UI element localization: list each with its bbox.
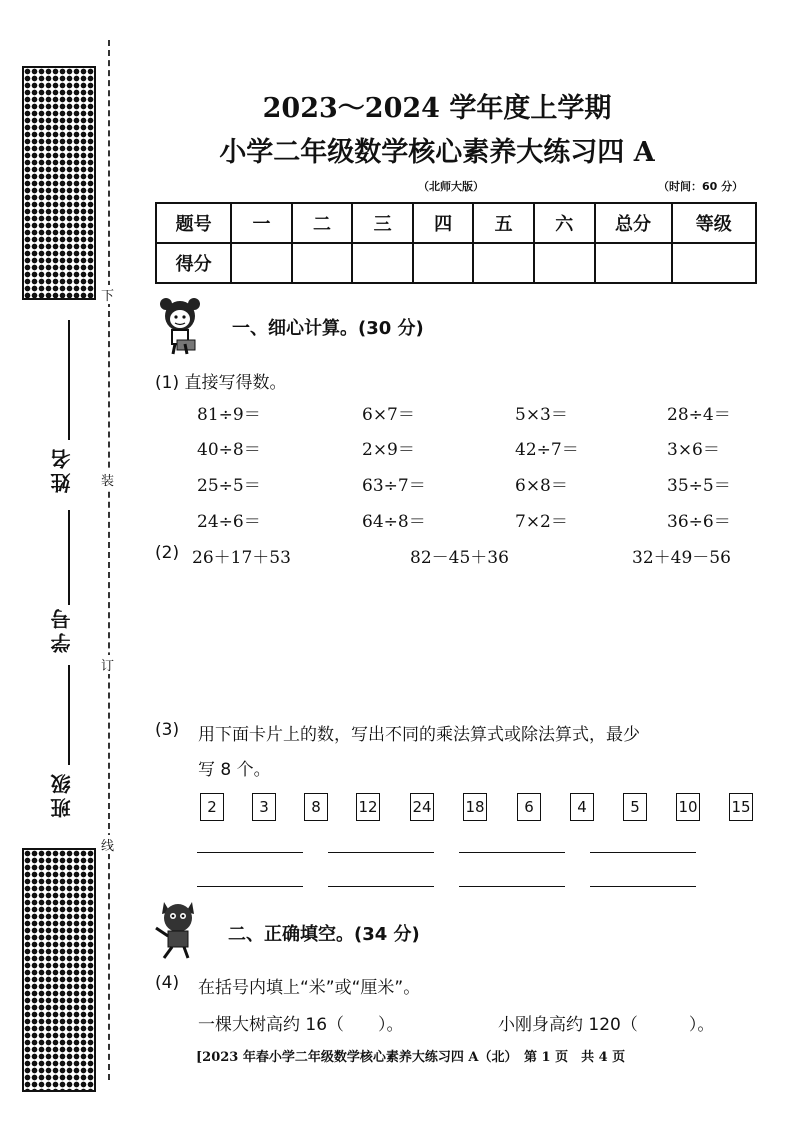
page-title-line2: 小学二年级数学核心素养大练习四 A — [219, 137, 655, 168]
score-table-cell: 六 — [534, 203, 595, 243]
q4-item-1: 一棵大树高约 16（ ）。 — [198, 1015, 404, 1035]
edition-note: （北师大版） — [418, 180, 484, 193]
section2-title: 二、正确填空。(34 分) — [228, 924, 420, 945]
number-card: 6 — [517, 793, 541, 821]
number-card: 15 — [729, 793, 753, 821]
q4-label: (4) — [155, 973, 180, 993]
name-write-line — [68, 320, 70, 440]
q2-expr-3: 32＋49－56 — [632, 548, 731, 568]
score-input-cell[interactable] — [473, 243, 534, 283]
answer-blank[interactable] — [197, 852, 303, 853]
binding-char-1: 下 — [101, 285, 114, 304]
q1-r4-c2: 64÷8＝ — [362, 512, 426, 532]
score-input-cell[interactable] — [595, 243, 672, 283]
class-label: 班级 — [50, 770, 74, 818]
page-footer: [2023 年春小学二年级数学核心素养大练习四 A（北） 第 1 页 共 4 页 — [196, 1050, 626, 1065]
q1-r1-c4: 28÷4＝ — [667, 405, 731, 425]
answer-blank[interactable] — [328, 886, 434, 887]
q2-expr-2: 82－45＋36 — [410, 548, 509, 568]
score-table-cell: 一 — [231, 203, 292, 243]
q1-r2-c3: 42÷7＝ — [515, 440, 579, 460]
score-table-cell: 三 — [352, 203, 413, 243]
q3-text-line1: 用下面卡片上的数，写出不同的乘法算式或除法算式，最少 — [198, 725, 640, 745]
q1-r2-c1: 40÷8＝ — [197, 440, 261, 460]
score-input-cell[interactable] — [534, 243, 595, 283]
section1-title: 一、细心计算。(30 分) — [232, 318, 424, 339]
girl-mascot-icon — [155, 296, 205, 356]
score-table-cell: 题号 — [156, 203, 231, 243]
answer-blank[interactable] — [328, 852, 434, 853]
q1-r2-c4: 3×6＝ — [667, 440, 720, 460]
number-card: 4 — [570, 793, 594, 821]
number-card: 10 — [676, 793, 700, 821]
number-card: 3 — [252, 793, 276, 821]
q1-r2-c2: 2×9＝ — [362, 440, 415, 460]
number-card: 18 — [463, 793, 487, 821]
binding-char-3: 订 — [101, 655, 114, 674]
q4-item-2: 小刚身高约 120（ ）。 — [498, 1015, 715, 1035]
q1-r3-c2: 63÷7＝ — [362, 476, 426, 496]
q1-r4-c3: 7×2＝ — [515, 512, 568, 532]
score-input-cell[interactable] — [292, 243, 353, 283]
q1-r1-c3: 5×3＝ — [515, 405, 568, 425]
q4-text: 在括号内填上“米”或“厘米”。 — [198, 978, 421, 998]
name-label: 姓名 — [50, 445, 74, 493]
time-note: （时间：60 分） — [658, 180, 744, 193]
score-table-score-row — [156, 243, 756, 283]
score-table-cell: 五 — [473, 203, 534, 243]
number-card: 24 — [410, 793, 434, 821]
q1-r3-c4: 35÷5＝ — [667, 476, 731, 496]
q2-label: (2) — [155, 543, 180, 563]
answer-blank[interactable] — [590, 886, 696, 887]
score-input-cell[interactable] — [413, 243, 474, 283]
q1-r1-c1: 81÷9＝ — [197, 405, 261, 425]
q3-text-line2: 写 8 个。 — [198, 760, 271, 780]
score-table-header-row — [156, 203, 756, 243]
id-write-line — [68, 510, 70, 605]
number-card: 2 — [200, 793, 224, 821]
score-input-cell[interactable] — [231, 243, 292, 283]
number-card: 12 — [356, 793, 380, 821]
page-title-line1: 2023～2024 学年度上学期 — [262, 93, 612, 124]
score-input-cell[interactable] — [672, 243, 756, 283]
score-table-cell: 二 — [292, 203, 353, 243]
answer-blank[interactable] — [459, 852, 565, 853]
decorative-pattern-bottom — [22, 848, 96, 1092]
binding-char-2: 装 — [101, 470, 114, 489]
score-table-cell: 等级 — [672, 203, 756, 243]
q1-r4-c4: 36÷6＝ — [667, 512, 731, 532]
q3-label: (3) — [155, 720, 180, 740]
answer-blank[interactable] — [590, 852, 696, 853]
score-table — [155, 202, 757, 284]
answer-blank[interactable] — [197, 886, 303, 887]
q1-label: (1) 直接写得数。 — [155, 373, 287, 393]
q1-r4-c1: 24÷6＝ — [197, 512, 261, 532]
score-row-label: 得分 — [156, 243, 231, 283]
student-id-label: 学号 — [50, 605, 74, 653]
binding-dashed-line — [108, 40, 110, 1080]
score-table-cell: 四 — [413, 203, 474, 243]
number-card: 5 — [623, 793, 647, 821]
number-card: 8 — [304, 793, 328, 821]
binding-char-4: 线 — [101, 835, 114, 854]
score-input-cell[interactable] — [352, 243, 413, 283]
score-table-cell: 总分 — [595, 203, 672, 243]
class-write-line — [68, 665, 70, 765]
q1-r3-c3: 6×8＝ — [515, 476, 568, 496]
cat-mascot-icon — [152, 898, 204, 960]
q2-expr-1: 26＋17＋53 — [192, 548, 291, 568]
answer-blank[interactable] — [459, 886, 565, 887]
q1-r3-c1: 25÷5＝ — [197, 476, 261, 496]
q1-r1-c2: 6×7＝ — [362, 405, 415, 425]
